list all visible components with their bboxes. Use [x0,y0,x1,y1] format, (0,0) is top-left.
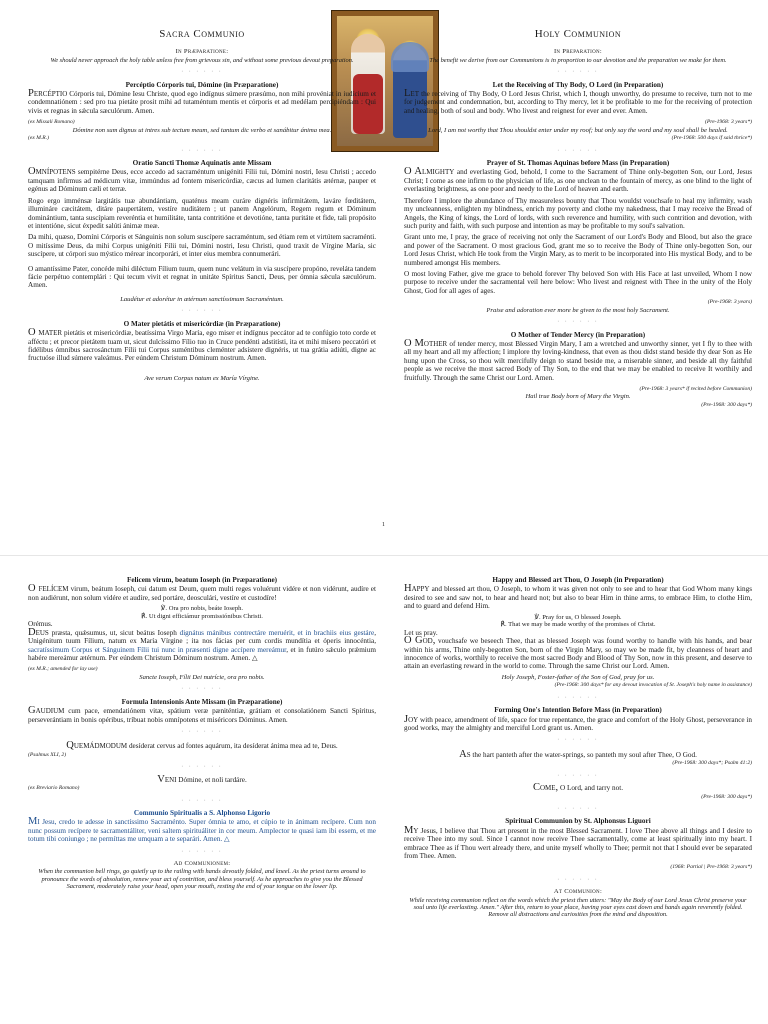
drop-cap: Let [404,88,419,100]
section-subtitle: In Præparatione: [175,48,229,56]
page-number: 1 [382,522,385,528]
source-ref: (ex M.R.; amended for lay use) [28,666,98,673]
prayer-text: with peace, amendment of life, space for true repentance, the grace and comfort of the Holy Ghost, perseverance in good works, may the almighty and merciful Lord grant us. Amen. [404,715,752,733]
drop-cap: Gaudium [28,705,65,717]
aspiration: Lord, I am not worthy that Thou shouldst enter under my roof; but only say the word and my soul shall be healed. [428,126,728,134]
indulgence-ref: (Pre-1968: 3 years* if recited before Communion) [639,386,752,392]
aspiration: Hail true Body born of Mary the Virgin. [525,393,631,401]
prayer-text: desíderat cervus ad fontes aquárum, ita desíderat ánima mea ad te, Deus. [127,742,338,751]
indulgence-ref: (1968: Partial | Pre-1968: 3 years*) [670,864,752,871]
prayer-text: Córporis tui, Dómine Iesu Christe, quod ego indígnus súmere præsúmo, non mihi provéniat in iudícium et condemnatiónem : sed pro tua pietáte prosit mihi ad tutaméntum mentis et córporis et ad medélam percipiéndam : Qui vivis et regnas in sǽcula sæculórum. Amen. [28,90,376,115]
prayer-text: O most loving Father, give me grace to behold forever Thy beloved Son with His Face at last unveiled, Whom I now purpose to receive under the sacramental veil here below: Who livest and reignest with Thee in the unity of the Holy Ghost, God for all ages of ages. [404,269,752,295]
drop-cap: O God, [404,635,436,647]
oremus: Orémus. [28,620,53,629]
prayer-heading: Forming One's Intention Before Mass (in Preparation) [494,706,662,715]
prayer-heading: O Mater pietátis et misericórdiæ (in Præparatione) [123,319,281,328]
prayer-text: of tender mercy, most Blessed Virgin Mary, I am a wretched and unworthy sinner, yet I fly to thee with all my heart and all my affection; I implore thy loving-kindness, that even as thou didst stand beside thy dear Son as He hung upon the Cross, so thou wilt mercifully deign to stand beside me, a miserable sinner, and beside all thy faithful people as we receive the most sacred Body of Thy Son, to the end that we may be enabled to receive It worthily and fruitfully. Through the same Christ our Lord. Amen. [404,339,752,382]
indulgence-ref: (Pre-1968: 300 days*) [701,793,752,800]
amended-text: sacratíssimum Corpus et Sánguinem Fílii tui nunc in præsenti digne accípere mereámur [28,645,287,654]
aspiration: Sancte Ioseph, Fílii Dei nutrície, ora pro nobis. [139,673,265,681]
aspiration: Dómine non sum dignus ut intres sub tectum meum, sed tantum dic verbo et sanábitur ánima mea. [72,126,332,134]
latin-column: Felicem virum, beatum Ioseph (in Præparatione) O felícem virum, beátum Ioseph, cui datum est Deum, quem multi reges voluérunt vidére et non vidérunt, audíre et non audiérunt, non solum vidére et audíre, sed portáre, deosculári, vestíre et custodíre! ℣. Ora pro nobis, beáte Ioseph. ℟. Ut digni efficiámur promissiónibus Christi. Orémus. Deus præsta, quǽsumus, ut, sicut beátus Ioseph dignátus mánibus contrectáre meruérit, et in brachiis eius gestáre, Unigénitum tuum Fílium, natum ex María Vírgine ; ita nos fácias per cum cordis mundítia et óperis innocéntia, sacratíssimum Corpus et Sánguinem Fílii tui nunc in præsenti digne accípere mereámur, et in futúro sǽculo prǽmium habére mereámur ætérnum. Per eúndem Christum Dóminum nostrum. Amen. △ (ex M.R.; amended for lay use) Sancte Ioseph, Fílii Dei nutrície, ora pro nobis. · · · · · · Formula Intensionis Ante Missam (in Præparatione) Gaudium cum pace, emendatiónem vitæ, spátium veræ pæniténtiæ, grátiam et consolatiónem Sancti Spíritus, perseverántiam in bonis opéribus, tríbuat nobis omnípotens et miséricors Dóminus. Amen. · · · · · · Quemádmodum desíderat cervus ad fontes aquárum, ita desíderat ánima mea ad te, Deus. (Psalmus XLI, 2) · · · · · · Veni Dómine, et noli tardáre. (ex Breviario Romano) · · · · · · Communio Spiritualis a S. Alphonso Ligorio Mi Jesu, credo te adesse in sanctíssimo Sacraménto. Super ómnia te amo, et cúpio te in ánimam recípere. Cum non nunc possum recípere te sacramentáliter, veni saltem spirituáliter in cor meum. Amplector te quasi iam ibi essem, et me totum tibi coniungo ; ne permíttas me umquam a te separári. Amen. △ · · · · · · Ad Communionem: When the communion bell rings, go quietly up to the railing with hands devoutly folded, and kneel. As the priest turns around to pronounce the words of absolution, renew your act of contrition, and bless yourself. As he approaches to give you the Blessed Sacrament, moderately raise your head, open your mouth, resting the end of your tongue on the lower lip. [28,576,376,891]
source-ref: (ex Breviario Romano) [28,785,80,792]
amended-text: dignátus mánibus contrectáre meruérit, et in brachiis eius gestáre [179,628,375,637]
drop-cap: Omnípotens [28,166,76,178]
prayer-text: and blessed art thou, O Joseph, to whom it was given not only to see and to hear that God Whom many kings desired to see and saw not, to hear and heard not; but also to bear Him in thine arms, to embrace Him, to clothe Him, and to guard and defend Him. [404,585,752,611]
indulgence-ref: (Pre-1968: 500 days if said thrice*) [671,135,752,142]
section-subtitle: At Communion: [553,888,603,896]
drop-cap: Deus [28,626,49,638]
drop-cap: Mi [28,816,40,828]
prayer-text: Therefore I implore the abundance of Thy measureless bounty that Thou wouldst vouchsafe to heal my infirmity, wash my uncleanness, enlighten my blindness, enrich my poverty and clothe my nakedness, that I may receive the Bread of Angels, the King of kings, the Lord of lords, with such reverence and humility, with such contrition and devotion, with such purity and faith, with such purpose and intention as may be profitable to my soul's salvation. [404,196,752,230]
prayer-heading: Formula Intensionis Ante Missam (in Præparatione) [121,697,283,706]
versicle: ℣. Ora pro nobis, beáte Ioseph. [160,605,244,613]
intro-note: We should never approach the holy table unless free from grievous sin, and without some previous devout preparation. [50,56,354,64]
oremus: Let us pray. [404,628,438,637]
prayer-text: Grant unto me, I pray, the grace of receiving not only the Sacrament of our Lord's Body and Blood, but also the grace and power of the Sacrament. O most gracious God, grant me so to receive the Body of Thine only-begotten Son, our Lord Jesus Christ, which He took from the Virgin Mary, as to merit to be incorporated into His mystical Body, and to be numbered amongst His members. [404,233,752,267]
aspiration: Praise and adoration ever more be given to the most holy Sacrament. [486,306,670,314]
drop-cap: Quemádmodum [66,740,128,752]
section-subtitle: In Preparation: [553,48,603,56]
page-2 [0,568,768,1024]
prayer-text: Da mihi, quæso, Domíni Córporis et Sánguinis non solum suscípere sacraméntum, sed étiam rem et virtútem sacraménti. O mitíssime Deus, da mihi Corpus unigéniti Fílii tui, Dómini nostri, Iesu Christi, quod traxit de Vírgine María, sic suscípere, ut córpori suo mýstico mérear incorporári, et inter eius membra connumerári. [28,233,376,259]
aspiration: Holy Joseph, Foster-father of the Son of God, pray for us. [501,673,655,681]
drop-cap: Percéptio [28,88,68,100]
response: ℟. Ut digni efficiámur promissiónibus Christi. [141,612,263,620]
page-title-latin: Sacra Communio [159,28,245,40]
prayer-text: sempitérne Deus, ecce accedo ad sacraméntum unigéniti Fílii tui, Dómini nostri, Iesu Christi ; accedo tamquam infírmus ad médicum vitæ, immúndus ad fontem misericórdiæ, cæcus ad lumen claritátis ætérnæ, pauper et egénus ad Dóminum cæli et terræ. [28,168,376,194]
drop-cap: As [459,748,471,760]
prayer-text: the hart panteth after the water-springs, so panteth my soul after Thee, O God. [470,750,697,759]
prayer-heading: Happy and Blessed art Thou, O Joseph (in Preparation) [492,576,664,584]
prayer-text: the receiving of Thy Body, O Lord Jesus Christ, which I, though unworthy, do presume to receive, turn not to me for judgement and condemnation, but, according to Thy mercy, let it be profitable to me for the receiving of protection and healing, both of soul and body. Who livest and reignest for ever and ever. Amen. [404,90,752,115]
prayer-text: O amantíssime Pater, concéde mihi diléctum Fílium tuum, quem nunc velátum in via suscípere propóno, reveláta tandem fácie perpétuo contemplári : Qui tecum vivit et regnat in unitáte Spíritus Sancti, Deus, per ómnia sǽcula sæculórum. Amen. [28,264,376,290]
drop-cap: Joy [404,713,419,725]
prayer-heading: Percéptio Córporis tui, Dómine (in Præparatione) [125,80,279,89]
drop-cap: Veni [157,773,177,785]
drop-cap: O mater [28,327,63,339]
source-ref: (ex M.R.) [28,135,49,142]
drop-cap: O Mother [404,337,448,349]
prayer-text: Jesus, I believe that Thou art present in the most Blessed Sacrament. I love Thee above all things and I desire to receive Thee into my soul. Since I cannot now receive Thee sacramentally, come at least spiritually into my heart. I embrace Thee as if Thou wert already there, and unite myself wholly to Thee; permit not that I should ever be separated from Thee. Amen. [404,826,752,860]
prayer-text: Rogo ergo imménsæ largitátis tuæ abundántiam, quaténus meam curáre dignéris infirmitátem, laváre fœditátem, illumináre cæcitátem, ditáre paupertátem, vestíre nuditátem ; ut panem Angelórum, Regem regum et Dóminum dominántium, tanta suscípiam reveréntia et humilitáte, tanta contritióne et devotióne, tanta puritáte et fide, tali propósito et intentióne, sicut éxpedit salúti ánimæ meæ. [28,196,376,230]
latin-column: Sacra Communio In Præparatione: We should never approach the holy table unless free from grievous sin, and without some previous devout preparation. · · · · · · Percéptio Córporis tui, Dómine (in Præparatione) Percéptio Córporis tui, Dómine Iesu Christe, quod ego indígnus súmere præsúmo, non mihi provéniat in iudícium et condemnatiónem : sed pro tua pietáte prosit mihi ad tutaméntum mentis et córporis et ad medélam percipiéndam : Qui vivis et regnas in sǽcula sæculórum. Amen. (ex Missali Romano) Dómine non sum dignus ut intres sub tectum meum, sed tantum dic verbo et sanábitur ánima mea. (ex M.R.) · · · · · · Oratio Sancti Thomæ Aquinatis ante Missam Omnípotens sempitérne Deus, ecce accedo ad sacraméntum unigéniti Fílii tui, Dómini nostri, Iesu Christi ; accedo tamquam infírmus ad médicum vitæ, immúndus ad fontem misericórdiæ, cæcus ad lumen claritátis ætérnæ, pauper et egénus ad Dóminum cæli et terræ. Rogo ergo imménsæ largitátis tuæ abundántiam, quaténus meam curáre dignéris infirmitátem, laváre fœditátem, illumináre cæcitátem, ditáre paupertátem, vestíre nuditátem ; ut panem Angelórum, Regem regum et Dóminum dominántium, tanta suscípiam reveréntia et humilitáte, tanta contritióne et devotióne, tanta puritáte et fide, tali propósito et intentióne, sicut éxpedit salúti ánimæ meæ. Da mihi, quæso, Domíni Córporis et Sánguinis non solum suscípere sacraméntum, sed étiam rem et virtútem sacraménti. O mitíssime Deus, da mihi Corpus unigéniti Fílii tui, Dómini nostri, Iesu Christi, quod traxit de Vírgine María, sic suscípere, ut córpori suo mýstico mérear incorporári, et inter eius membra connumerári. O amantíssime Pater, concéde mihi diléctum Fílium tuum, quem nunc velátum in via suscípere propóno, reveláta tandem fácie perpétuo contemplári : Qui tecum vivit et regnat in unitáte Spíritus Sancti, Deus, per ómnia sǽcula sæculórum. Amen. Laudétur et adorétur in ætérnum sanctíssimum Sacraméntum. · · · · · · O Mater pietátis et misericórdiæ (in Præparatione) O mater pietátis et misericórdiæ, beatíssima Virgo María, ego miser et indígnus peccátor ad te confúgio toto corde et afféctu ; et precor pietátem tuam ut, sicut dulcíssimo Fílio tuo in Cruce pendénti adstitísti, ita et mihi mísero peccatóri et fidélibus ómnibus sacrosánctum Fílii tui Corpus suméntibus cleménter adsístere dignéris, ut tua grátia adiúti, digne ac fructuóse illud súmere valeámus. Per eúndem Christum Dóminum nostrum. Amen. Ave verum Corpus natum ex María Vírgine. [28,28,376,382]
source-ref: (Psalmus XLI, 2) [28,751,67,758]
prayer-text: Dómine, et noli tardáre. [176,775,247,784]
response: ℟. That we may be made worthy of the promises of Christ. [500,621,656,629]
source-ref: (ex Missali Romano) [28,119,75,126]
english-column: Happy and Blessed art Thou, O Joseph (in Preparation) Happy and blessed art thou, O Joseph, to whom it was given not only to see and to hear that God Whom many kings desired to see and saw not, to hear and heard not; but also to bear Him in thine arms, to embrace Him, to clothe Him, and to guard and defend Him. ℣. Pray for us, O blessed Joseph. ℟. That we may be made worthy of the promises of Christ. Let us pray. O God, vouchsafe we beseech Thee, that as blessed Joseph was found worthy to handle with his hands, and bear within his arms, Thine only-begotten Son, born of the Virgin Mary, so may we be made fit, by cleanness of heart and innocence of works, worthily to receive the most sacred Body and Blood of Thy Son, now in this present, and deserve to attain an everlasting reward in the world to come. Through the same Christ our Lord. Amen. Holy Joseph, Foster-father of the Son of God, pray for us. (Pre-1968: 300 days* for any devout invocation of St. Joseph's holy name in assistance) · · · · · · Forming One's Intention Before Mass (in Preparation) Joy with peace, amendment of life, space for true repentance, the grace and comfort of the Holy Ghost, perseverance in good works, may the almighty and merciful Lord grant us. Amen. · · · · · · As the hart panteth after the water-springs, so panteth my soul after Thee, O God. (Pre-1968: 300 days*; Psalm 41:2) · · · · · · Come, O Lord, and tarry not. (Pre-1968: 300 days*) · · · · · · Spiritual Communion by St. Alphonsus Liguori My Jesus, I believe that Thou art present in the most Blessed Sacrament. I love Thee above all things and I desire to receive Thee into my soul. Since I cannot now receive Thee sacramentally, come at least spiritually into my heart. I embrace Thee as if Thou wert already there, and unite myself wholly to Thee; permit not that I should ever be separated from Thee. Amen. (1968: Partial | Pre-1968: 3 years*) · · · · · · At Communion: While receiving communion reflect on the words which the priest then utters: "May the Body of our Lord Jesus Christ preserve your soul unto life everlasting. Amen." After this, return to your place, having your eyes cast down and hands again reverently folded. Remove all distractions and curiosities from the mind and disposition. [404,576,752,919]
drop-cap: O felícem [28,583,69,595]
indulgence-ref: (Pre-1968: 300 days*; Psalm 41:2) [672,760,752,767]
prayer-heading: Let the Receiving of Thy Body, O Lord (in Preparation) [492,80,664,89]
english-column: Holy Communion In Preparation: The benefit we derive from our Communions is in proportion to our devotion and the preparation we make for them. · · · · · · Let the Receiving of Thy Body, O Lord (in Preparation) Let the receiving of Thy Body, O Lord Jesus Christ, which I, though unworthy, do presume to receive, turn not to me for judgement and condemnation, but, according to Thy mercy, let it be profitable to me for the receiving of protection and healing, both of soul and body. Who livest and reignest for ever and ever. Amen. (Pre-1968: 3 years*) Lord, I am not worthy that Thou shouldst enter under my roof; but only say the word and my soul shall be healed. (Pre-1968: 500 days if said thrice*) · · · · · · Prayer of St. Thomas Aquinas before Mass (in Preparation) O Almighty and everlasting God, behold, I come to the Sacrament of Thine only-begotten Son, our Lord, Jesus Christ; I come as one infirm to the physician of life, as one unclean to the fountain of mercy, as one blind to the light of everlasting brightness, as one poor and needy to the Lord of heaven and earth. Therefore I implore the abundance of Thy measureless bounty that Thou wouldst vouchsafe to heal my infirmity, wash my uncleanness, enlighten my blindness, enrich my poverty and clothe my nakedness, that I may receive the Bread of Angels, the King of kings, the Lord of lords, with such reverence and humility, with such contrition and devotion, with such purity and faith, with such purpose and intention as may be profitable to my soul's salvation. Grant unto me, I pray, the grace of receiving not only the Sacrament of our Lord's Body and Blood, but also the grace and power of the Sacrament. O most gracious God, grant me so to receive the Body of Thine only-begotten Son, our Lord Jesus Christ, which He took from the Virgin Mary, as to merit to be incorporated into His mystical Body, and to be numbered amongst His members. O most loving Father, give me grace to behold forever Thy beloved Son with His Face at last unveiled, Whom I now purpose to receive under the sacramental veil here below: Who livest and reignest with Thee in the unity of the Holy Ghost, God for all ages of ages. (Pre-1968: 3 years) Praise and adoration ever more be given to the most holy Sacrament. · · · · · · O Mother of Tender Mercy (in Preparation) O Mother of tender mercy, most Blessed Virgin Mary, I am a wretched and unworthy sinner, yet I fly to thee with all my heart and all my affection; I implore thy loving-kindness, that even as thou didst stand beside thy dear Son as He hung upon the Cross, so thou wilt mercifully deign to stand beside me, a miserable sinner, and beside all thy faithful people as we receive the most sacred Body of Thy Son, to the end that we may be enabled to receive It worthily and fruitfully. Through the same Christ our Lord. Amen. (Pre-1968: 3 years* if recited before Communion) Hail true Body born of Mary the Virgin. (Pre-1968: 300 days*) [404,28,753,408]
drop-cap: O Almighty [404,166,455,178]
prayer-text: præsta, quǽsumus, ut, sicut beátus Ioseph [48,628,180,637]
rubric: While receiving communion reflect on the words which the priest then utters: "May the Body of our Lord Jesus Christ preserve your soul unto life everlasting. Amen." After this, return to your place, having your eyes cast down and hands again reverently folded. Remove all distractions and curiosities from the mind and disposition. [409,896,747,919]
prayer-text: vouchsafe we beseech Thee, that as blessed Joseph was found worthy to handle with his hands, and bear within his arms, Thine only-begotten Son, born of the Virgin Mary, so may we be made fit, by cleanness of heart and innocence of works, worthily to receive the most sacred Body and Blood of Thy Son, now in this present, and deserve to attain an everlasting reward in the world to come. Through the same Christ our Lord. Amen. [404,637,752,671]
aspiration: Ave verum Corpus natum ex María Vírgine. [144,374,260,382]
prayer-heading: Spiritual Communion by St. Alphonsus Liguori [505,817,651,826]
prayer-text: , et in futúro sǽculo prǽmium habére mereámur ætérnum. Per eúndem Christum Dóminum nostrum. Amen. △ [28,645,376,663]
prayer-heading: Prayer of St. Thomas Aquinas before Mass (in Preparation) [486,159,670,168]
indulgence-ref: (Pre-1968: 3 years*) [704,119,752,126]
prayer-text: pietátis et misericórdiæ, beatíssima Virgo María, ego miser et indígnus peccátor ad te confúgio toto corde et afféctu ; et precor pietátem tuam ut, sicut dulcíssimo Fílio tuo in Cruce pendénti adstitísti, ita et mihi mísero peccatóri et fidélibus ómnibus sacrosánctum Fílii tui Corpus suméntibus cleménter adsístere dignéris, ut tua grátia adiúti, digne ac fructuóse illud súmere valeámus. Per eúndem Christum Dóminum nostrum. Amen. [28,329,376,363]
drop-cap: Come, [532,782,559,794]
prayer-heading: Communio Spiritualis a S. Alphonso Ligorio [133,808,271,817]
drop-cap: My [404,824,419,836]
section-subtitle: Ad Communionem: [173,859,231,867]
prayer-text: and everlasting God, behold, I come to the Sacrament of Thine only-begotten Son, our Lord, Jesus Christ; I come as one infirm to the physician of life, as one unclean to the fountain of mercy, as one blind to the light of everlasting brightness, as one poor and needy to the Lord of heaven and earth. [404,168,753,194]
prayer-text: , Unigénitum tuum Fílium, natum ex María Vírgine ; ita nos fácias per cum cordis mundítia et óperis innocéntia, [28,628,376,646]
drop-cap: Happy [404,583,430,595]
prayer-text: virum, beátum Ioseph, cui datum est Deum, quem multi reges voluérunt vidére et non vidérunt, audíre et non audiérunt, non solum vidére et audíre, sed portáre, deosculári, vestíre et custodíre! [28,585,376,602]
prayer-heading: Oratio Sancti Thomæ Aquinatis ante Missam [132,159,272,168]
rubric: When the communion bell rings, go quietly up to the railing with hands devoutly folded, and kneel. As the priest turns around to pronounce the words of absolution, renew your act of contrition, and bless yourself. As he approaches to give you the Blessed Sacrament, moderately raise your head, open your mouth, resting the end of your tongue on the lower lip. [38,868,366,891]
indulgence-ref: (Pre-1968: 300 days* for any devout invocation of St. Joseph's holy name in assistance) [554,682,752,689]
prayer-text: Jesu, credo te adesse in sanctíssimo Sacraménto. Super ómnia te amo, et cúpio te in ánimam recípere. Cum non nunc possum recípere te sacramentáliter, veni saltem spirituáliter in cor meum. Amplector te quasi iam ibi essem, et me totum tibi coniungo ; ne permíttas me umquam a te separári. Amen. △ [28,818,376,844]
versicle: ℣. Pray for us, O blessed Joseph. [534,613,622,621]
intro-note: The benefit we derive from our Communions is in proportion to our devotion and the preparation we make for them. [429,56,727,64]
prayer-text: O Lord, and tarry not. [558,784,624,793]
indulgence-ref: (Pre-1968: 3 years) [707,299,752,306]
page-title-english: Holy Communion [534,28,622,40]
prayer-heading: O Mother of Tender Mercy (in Preparation) [510,330,646,339]
indulgence-ref: (Pre-1968: 300 days*) [701,402,752,408]
prayer-text: cum pace, emendatiónem vitæ, spátium veræ pæniténtiæ, grátiam et consolatiónem Sancti Spíritus, perseverántiam in bonis opéribus, tríbuat nobis omnípotens et miséricors Dóminus. Amen. [28,707,376,724]
aspiration: Laudétur et adorétur in ætérnum sanctíssimum Sacraméntum. [120,295,284,303]
page-divider [0,555,768,556]
prayer-heading: Felicem virum, beatum Ioseph (in Præparatione) [126,576,278,584]
